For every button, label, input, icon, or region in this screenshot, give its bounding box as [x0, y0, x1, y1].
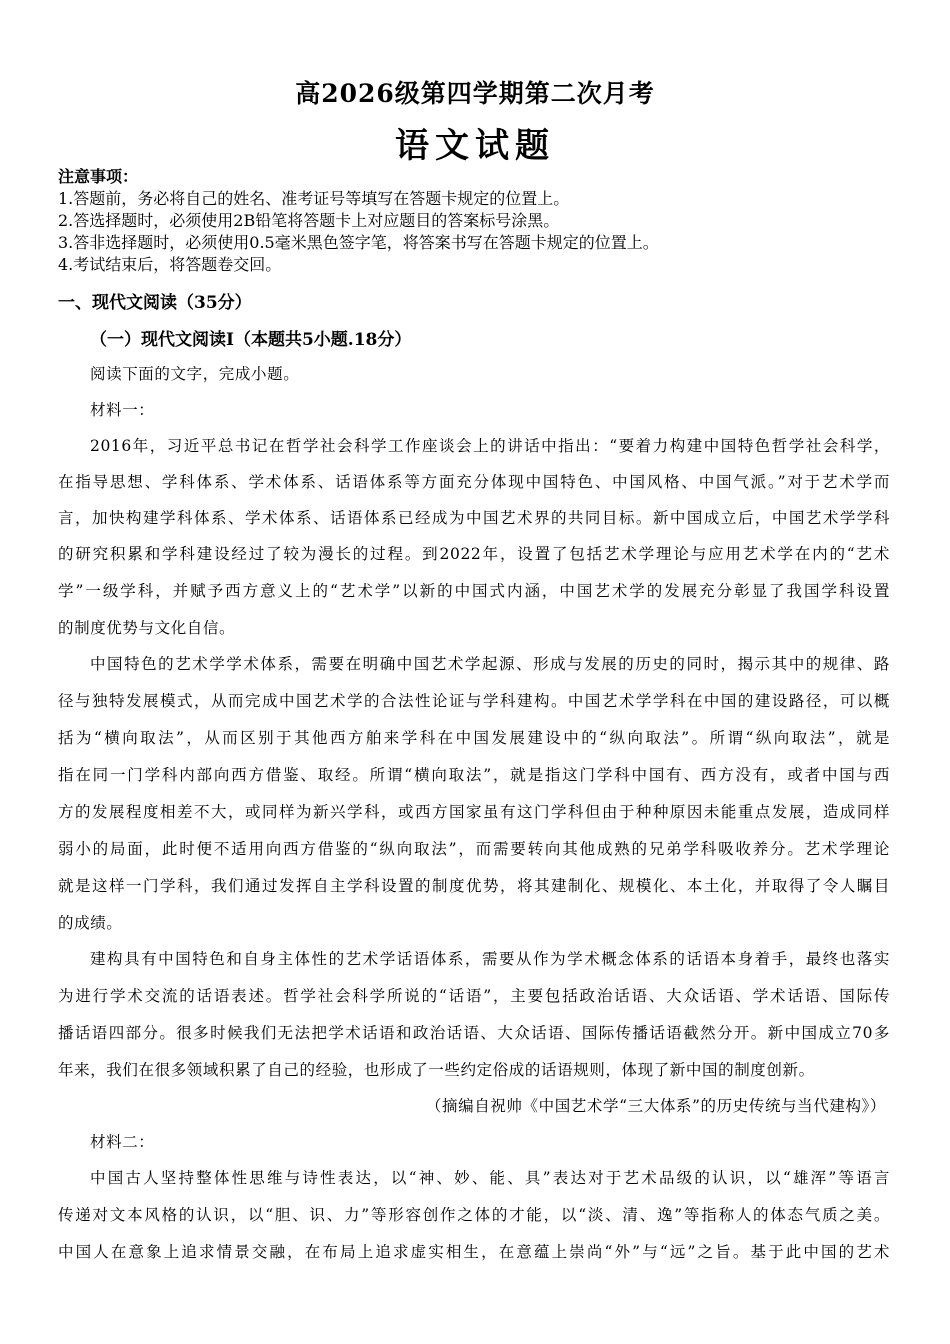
instruction-text: 阅读下面的文字，完成小题。: [90, 365, 300, 383]
notice-item: 3.答非选择题时，必须使用0.5毫米黑色签字笔，将答案书写在答题卡规定的位置上。: [58, 233, 659, 252]
subject-title: 语文试题: [395, 126, 555, 166]
notice-item: 1.答题前，务必将自己的姓名、准考证号等填写在答题卡规定的位置上。: [58, 189, 570, 208]
subsection-heading: （一）现代文阅读Ⅰ（本题共5小题.18分）: [90, 330, 412, 350]
paragraph-line: 学”一级学科，并赋予西方意义上的“艺术学”以新的中国式内涵，中国艺术学的发展充分彰显了我国学科设置: [58, 582, 890, 600]
paragraph-line: 中国人在意象上追求情景交融，在布局上追求虚实相生，在意蕴上崇尚“外”与“远”之旨。基于此中国的艺术: [58, 1243, 890, 1261]
paragraph-line: 建构具有中国特色和自身主体性的艺术学话语体系，需要从作为学术概念体系的话语本身着手，最终也落实: [90, 950, 890, 968]
paragraph-line: 传递对文本风格的认识，以“胆、识、力”等形容创作之体的才能，以“淡、清、逸”等指称人的体态气质之美。: [58, 1206, 890, 1224]
paragraph-line: 言，加快构建学科体系、学术体系、话语体系已经成为中国艺术界的共同目标。新中国成立后，中国艺术学学科: [58, 509, 890, 527]
notice-item: 2.答选择题时，必须使用2B铅笔将答题卡上对应题目的答案标号涂黑。: [58, 211, 560, 230]
paragraph-line: 在指导思想、学科体系、学术体系、话语体系等方面充分体现中国特色、中国风格、中国气派。”对于艺术学而: [58, 473, 890, 491]
section-heading: 一、现代文阅读（35分）: [58, 293, 252, 313]
paragraph-line: 为进行学术交流的话语表述。哲学社会科学所说的“话语”，主要包括政治话语、大众话语、学术话语、国际传: [58, 987, 890, 1005]
paragraph-line: 就是这样一门学科，我们通过发挥自主学科设置的制度优势，将其建制化、规模化、本土化，并取得了令人瞩目: [58, 877, 890, 895]
paragraph-line: 的制度优势与文化自信。: [58, 619, 236, 637]
notice-heading: 注意事项：: [58, 167, 139, 186]
notice-item: 4.考试结束后，将答题卷交回。: [58, 255, 282, 274]
notice-block: [58, 166, 918, 276]
paragraph-line: 的成绩。: [58, 914, 123, 932]
exam-title: 高2026级第四学期第二次月考: [295, 79, 655, 108]
paragraph-line: 2016年，习近平总书记在哲学社会科学工作座谈会上的讲话中指出：“要着力构建中国特色哲学社会科学，: [90, 437, 890, 455]
paragraph-line: 弱小的局面，此时便不适用向西方借鉴的“纵向取法”，而需要转向其他成熟的兄弟学科吸收养分。艺术学理论: [58, 840, 890, 858]
paragraph-line: 方的发展程度相差不大，或同样为新兴学科，或西方国家虽有这门学科但由于种种原因未能重点发展，造成同样: [58, 803, 890, 821]
paragraph-line: 指在同一门学科内部向西方借鉴、取经。所谓“横向取法”，就是指这门学科中国有、西方没有，或者中国与西: [58, 766, 890, 784]
material2-label: 材料二：: [90, 1133, 155, 1151]
source-citation: （摘编自祝帅《中国艺术学“三大体系”的历史传统与当代建构》）: [425, 1097, 886, 1115]
paragraph-line: 中国古人坚持整体性思维与诗性表达，以“神、妙、能、具”表达对于艺术品级的认识，以“雄浑”等语言: [90, 1169, 890, 1187]
paragraph-line: 年来，我们在很多领域积累了自己的经验，也形成了一些约定俗成的话语规则，体现了新中国的制度创新。: [58, 1061, 815, 1079]
paragraph-line: 的研究积累和学科建设经过了较为漫长的过程。到2022年，设置了包括艺术学理论与应用艺术学在内的“艺术: [58, 545, 890, 563]
paragraph-line: 径与独特发展模式，从而完成中国艺术学的合法性论证与学科建构。中国艺术学学科在中国的建设路径，可以概: [58, 692, 890, 710]
material1-label: 材料一：: [90, 401, 155, 419]
paragraph-line: 括为“横向取法”，从而区别于其他西方舶来学科在中国发展建设中的“纵向取法”。所谓“纵向取法”，就是: [58, 729, 890, 747]
paragraph-line: 播话语四部分。很多时候我们无法把学术话语和政治话语、大众话语、国际传播话语截然分开。新中国成立70多: [58, 1024, 890, 1042]
paragraph-line: 中国特色的艺术学学术体系，需要在明确中国艺术学起源、形成与发展的历史的同时，揭示其中的规律、路: [90, 655, 890, 673]
